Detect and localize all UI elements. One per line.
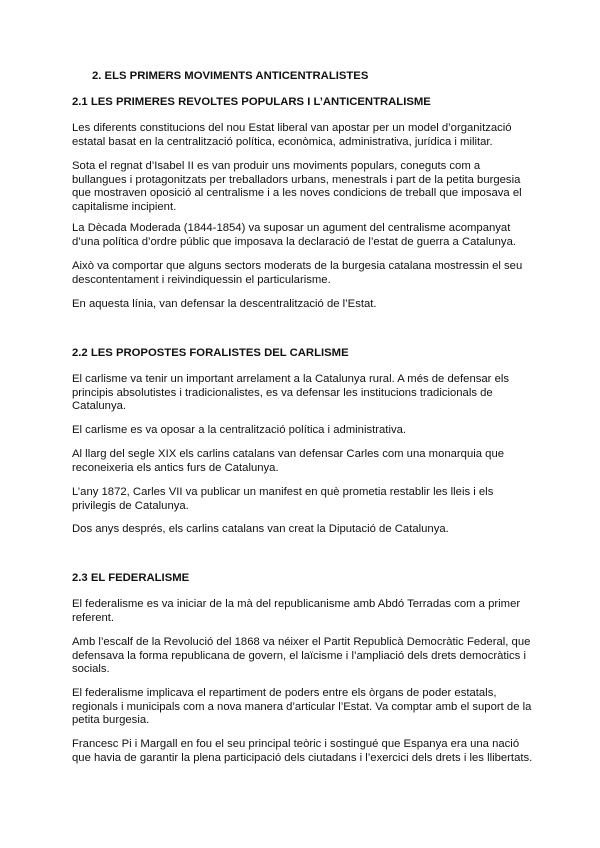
paragraph: La Dècada Moderada (1844-1854) va suposar un agument del centralisme acompanyat d’una política d’ordre públic que imposava la declaració de l’estat de guerra a Catalunya.	[72, 222, 516, 248]
paragraph: Amb l’escalf de la Revolució del 1868 va néixer el Partit Republicà Democràtic Federal, que defensava la forma republicana de govern, el laïcisme i l’ampliació dels drets democràtics i socials.	[72, 636, 531, 676]
paragraph: L’any 1872, Carles VII va publicar un manifest en què prometia restablir les lleis i els privilegis de Catalunya.	[72, 486, 494, 512]
paragraph: Al llarg del segle XIX els carlins catalans van defensar Carles com una monarquia que reconeixeria els antics furs de Catalunya.	[72, 448, 505, 474]
paragraph: El federalisme es va iniciar de la mà del republicanisme amb Abdó Terradas com a primer referent.	[72, 598, 521, 624]
paragraph: El carlisme es va oposar a la centralització política i administrativa.	[72, 424, 407, 436]
section-title-2-3: 2.3 EL FEDERALISME	[72, 572, 190, 584]
paragraph: En aquesta línia, van defensar la descentralització de l’Estat.	[72, 298, 377, 310]
section-title-2-1: 2.1 LES PRIMERES REVOLTES POPULARS I L’ANTICENTRALISME	[72, 96, 431, 108]
page-title: 2. ELS PRIMERS MOVIMENTS ANTICENTRALISTES	[92, 70, 369, 82]
paragraph: El federalisme implicava el repartiment de poders entre els òrgans de poder estatals, regionals i municipals com a nova manera d’articular l’Estat. Va comptar amb el suport de la petita burgesia.	[72, 687, 532, 727]
paragraph: Això va comportar que alguns sectors moderats de la burgesia catalana mostressin el seu descontentament i reivindiquessin el particularisme.	[72, 260, 523, 286]
section-title-2-2: 2.2 LES PROPOSTES FORALISTES DEL CARLISME	[72, 347, 349, 359]
paragraph: Sota el regnat d’Isabel II es van produir uns moviments populars, coneguts com a bullangues i protagonitzats per treballadors urbans, menestrals i part de la petita burgesia que mostraven oposició al centralisme i a les noves condicions de treball que imposava el capitalisme incipient.	[72, 160, 522, 213]
paragraph: Dos anys després, els carlins catalans van creat la Diputació de Catalunya.	[72, 523, 449, 535]
paragraph: Les diferents constitucions del nou Estat liberal van apostar per un model d’organització estatal basat en la centralització política, econòmica, administrativa, jurídica i militar.	[72, 122, 512, 148]
paragraph: El carlisme va tenir un important arrelament a la Catalunya rural. A més de defensar els principis absolutistes i tradicionalistes, es va defensar les institucions tradicionals de Catalunya.	[72, 373, 510, 413]
paragraph: Francesc Pi i Margall en fou el seu principal teòric i sostingué que Espanya era una nació que havia de garantir la plena participació dels ciutadans i l’exercici dels drets i les llibertats.	[72, 738, 533, 764]
